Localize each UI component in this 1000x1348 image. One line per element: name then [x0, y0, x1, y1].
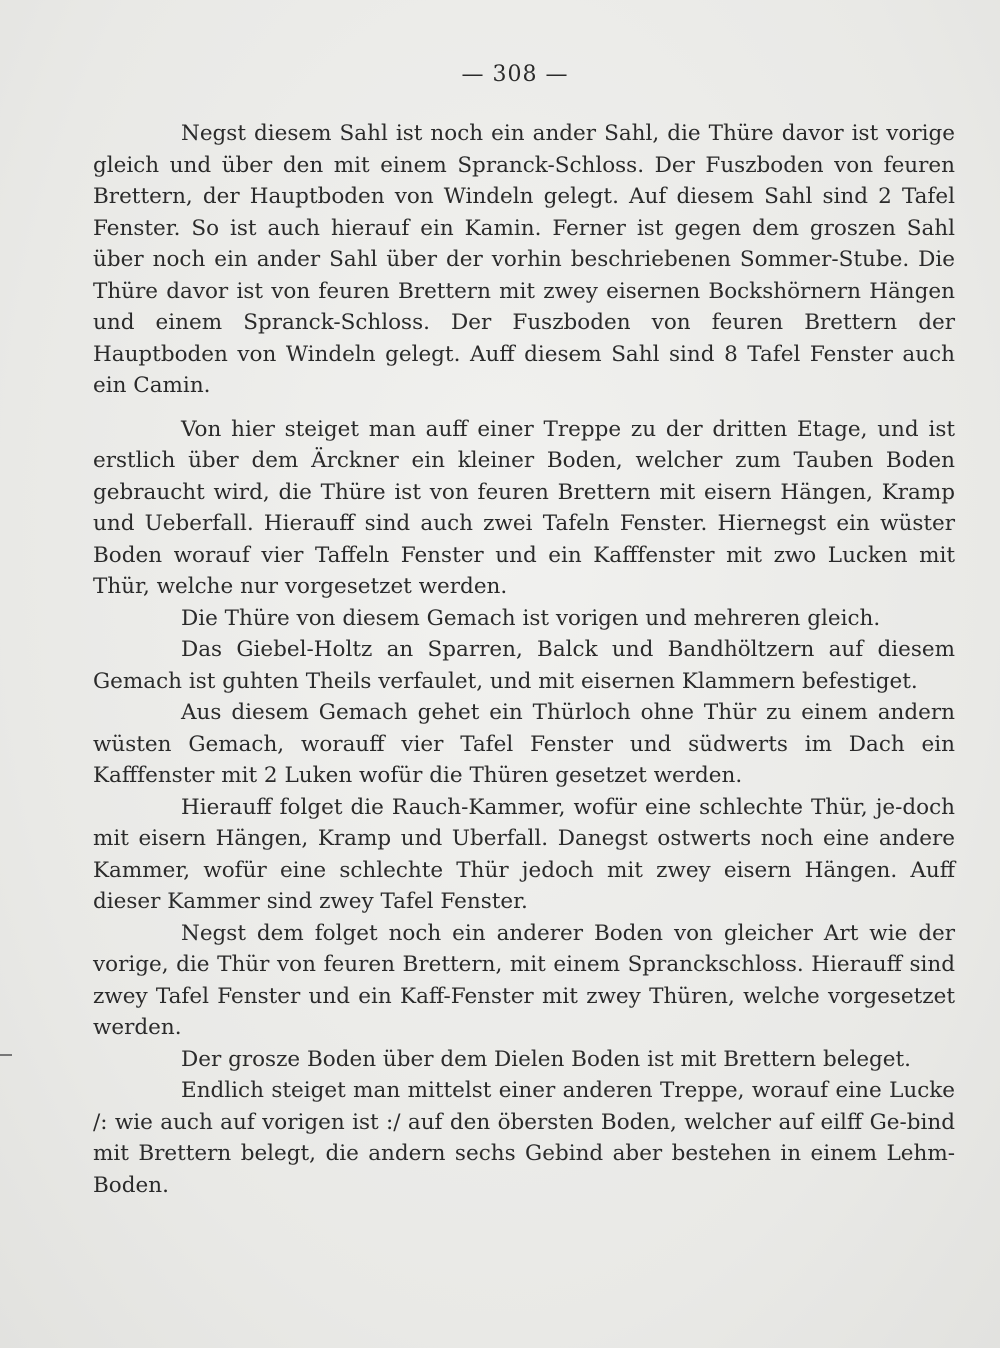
paragraph: Aus diesem Gemach gehet ein Thürloch ohne Thür zu einem andern wüsten Gemach, worauff vier Tafel Fenster und südwerts im Dach ein Kafffenster mit 2 Luken wofür die Thüren gesetzet werden.	[93, 700, 955, 788]
page-number: — 308 —	[461, 62, 569, 87]
paragraph: Hierauff folget die Rauch-Kammer, wofür eine schlechte Thür, je-doch mit eisern Hängen, Kramp und Uberfall. Danegst ostwerts noch eine andere Kammer, wofür eine schlechte Thür jedoch mit zwey eisern Hängen. Auff dieser Kammer sind zwey Tafel Fenster.	[93, 794, 955, 914]
paragraph: Negst dem folget noch ein anderer Boden von gleicher Art wie der vorige, die Thür von feuren Brettern, mit einem Spranckschloss. Hierauff sind zwey Tafel Fenster und ein Kaff-Fenster mit zwey Thüren, welche vorgesetzet werden.	[93, 920, 955, 1040]
paragraph: Der grosze Boden über dem Dielen Boden ist mit Brettern beleget.	[181, 1046, 912, 1072]
paragraph: Das Giebel-Holtz an Sparren, Balck und Bandhöltzern auf diesem Gemach ist guhten Theils verfaulet, und mit eisernen Klammern befestiget.	[93, 637, 955, 694]
paragraph: Negst diesem Sahl ist noch ein ander Sahl, die Thüre davor ist vorige gleich und über den mit einem Spranck-Schloss. Der Fuszboden von feuren Brettern, der Hauptboden von Windeln gelegt. Auf diesem Sahl sind 2 Tafel Fenster. So ist auch hierauf ein Kamin. Ferner ist gegen dem groszen Sahl über noch ein ander Sahl über der vorhin beschriebenen Sommer-Stube. Die Thüre davor ist von feuren Brettern mit zwey eisernen Bockshörnern Hängen und einem Spranck-Schloss. Der Fuszboden von feuren Brettern der Hauptboden von Windeln gelegt. Auff diesem Sahl sind 8 Tafel Fenster auch ein Camin.	[93, 121, 955, 398]
paragraph: Die Thüre von diesem Gemach ist vorigen und mehreren gleich.	[181, 605, 881, 631]
paragraph: Von hier steiget man auff einer Treppe zu der dritten Etage, und ist erstlich über dem Ärckner ein kleiner Boden, welcher zum Tauben Boden gebraucht wird, die Thüre ist von feuren Brettern mit eisern Hängen, Kramp und Ueberfall. Hierauff sind auch zwei Tafeln Fenster. Hiernegst ein wüster Boden worauf vier Taffeln Fenster und ein Kafffenster mit zwo Lucken mit Thür, welche nur vorgesetzet werden.	[93, 416, 955, 599]
paragraph: Endlich steiget man mittelst einer anderen Treppe, worauf eine Lucke /: wie auch auf vorigen ist :/ auf den öbersten Boden, welcher auf eilff Ge-bind mit Brettern belegt, die andern sechs Gebind aber bestehen in einem Lehm-Boden.	[93, 1078, 955, 1198]
margin-mark	[0, 1054, 12, 1056]
body-text	[93, 118, 955, 1201]
